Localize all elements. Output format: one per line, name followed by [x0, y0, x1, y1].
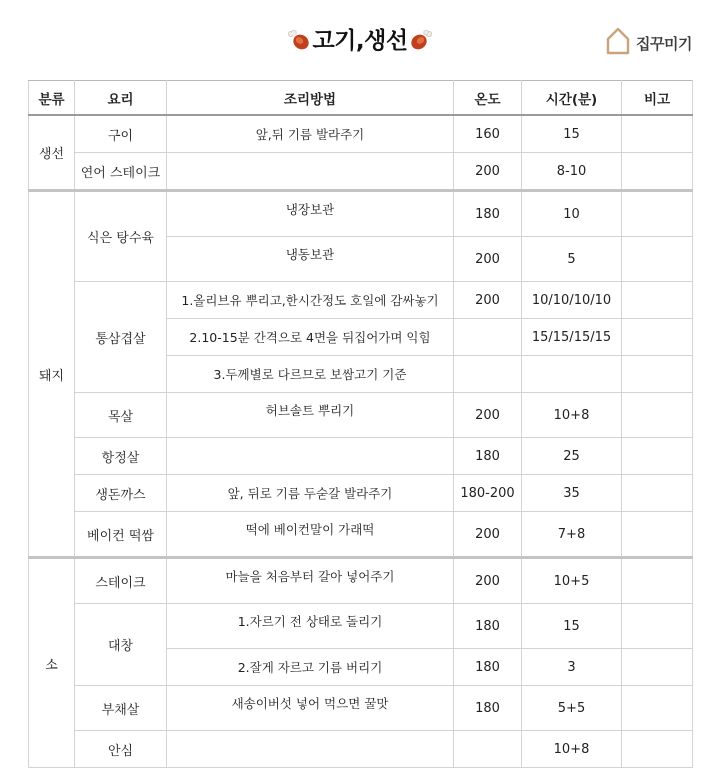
- meat-on-bone-icon: [286, 29, 310, 57]
- table-row: [29, 512, 693, 558]
- house-icon: [605, 26, 631, 60]
- temp-cell: 200: [454, 282, 522, 319]
- note-cell: [622, 153, 693, 191]
- note-cell: [622, 558, 693, 604]
- time-cell: [522, 356, 622, 393]
- dish-cell: 부채살: [75, 686, 167, 731]
- temp-cell: 200: [454, 393, 522, 438]
- time-cell: 25: [522, 438, 622, 475]
- time-cell: 10+8: [522, 731, 622, 768]
- note-cell: [622, 237, 693, 282]
- method-cell: 떡에 베이컨말이 가래떡: [167, 512, 454, 558]
- temp-cell: 180-200: [454, 475, 522, 512]
- note-cell: [622, 282, 693, 319]
- header-method: 조리방법: [167, 81, 454, 116]
- table-row: [29, 604, 693, 649]
- method-cell: 3.두께별로 다르므로 보쌈고기 기준: [167, 356, 454, 393]
- temp-cell: 180: [454, 686, 522, 731]
- category-cell: 생선: [29, 115, 75, 191]
- dish-cell: 안심: [75, 731, 167, 768]
- note-cell: [622, 319, 693, 356]
- time-cell: 3: [522, 649, 622, 686]
- method-cell: 마늘을 처음부터 갈아 넣어주기: [167, 558, 454, 604]
- table-row: [29, 153, 693, 191]
- table-row: [29, 686, 693, 731]
- table-row: [29, 731, 693, 768]
- time-cell: 5: [522, 237, 622, 282]
- dish-cell: 대창: [75, 604, 167, 686]
- time-cell: 15: [522, 604, 622, 649]
- table-row: [29, 191, 693, 237]
- header-dish: 요리: [75, 81, 167, 116]
- temp-cell: [454, 319, 522, 356]
- method-cell: [167, 438, 454, 475]
- note-cell: [622, 649, 693, 686]
- note-cell: [622, 686, 693, 731]
- header-temp: 온도: [454, 81, 522, 116]
- table-row: [29, 438, 693, 475]
- note-cell: [622, 393, 693, 438]
- note-cell: [622, 731, 693, 768]
- header-note: 비고: [622, 81, 693, 116]
- temp-cell: 180: [454, 649, 522, 686]
- time-cell: 8-10: [522, 153, 622, 191]
- dish-cell: 목살: [75, 393, 167, 438]
- category-cell: 돼지: [29, 191, 75, 558]
- method-cell: 앞, 뒤로 기름 두숟갈 발라주기: [167, 475, 454, 512]
- dish-cell: 생돈까스: [75, 475, 167, 512]
- table-row: [29, 393, 693, 438]
- temp-cell: 200: [454, 237, 522, 282]
- dish-cell: 스테이크: [75, 558, 167, 604]
- method-cell: 1.올리브유 뿌리고,한시간정도 호일에 감싸놓기: [167, 282, 454, 319]
- time-cell: 5+5: [522, 686, 622, 731]
- temp-cell: [454, 731, 522, 768]
- temp-cell: 180: [454, 604, 522, 649]
- time-cell: 15: [522, 115, 622, 153]
- temp-cell: 200: [454, 558, 522, 604]
- method-cell: 냉동보관: [167, 237, 454, 282]
- dish-cell: 구이: [75, 115, 167, 153]
- header-category: 분류: [29, 81, 75, 116]
- method-cell: [167, 153, 454, 191]
- time-cell: 15/15/15/15: [522, 319, 622, 356]
- title-text: 고기,생선: [312, 28, 408, 54]
- logo-text: 집꾸미기: [636, 34, 692, 53]
- meat-on-bone-icon: [410, 29, 434, 57]
- note-cell: [622, 191, 693, 237]
- dish-cell: 베이컨 떡쌈: [75, 512, 167, 558]
- dish-cell: 연어 스테이크: [75, 153, 167, 191]
- table-row: [29, 282, 693, 319]
- note-cell: [622, 438, 693, 475]
- category-cell: 소: [29, 558, 75, 768]
- method-cell: 냉장보관: [167, 191, 454, 237]
- time-cell: 10+8: [522, 393, 622, 438]
- note-cell: [622, 512, 693, 558]
- time-cell: 7+8: [522, 512, 622, 558]
- table-row: [29, 558, 693, 604]
- table-row: [29, 475, 693, 512]
- note-cell: [622, 604, 693, 649]
- method-cell: 2.10-15분 간격으로 4면을 뒤집어가며 익힘: [167, 319, 454, 356]
- method-cell: 앞,뒤 기름 발라주기: [167, 115, 454, 153]
- dish-cell: 항정살: [75, 438, 167, 475]
- time-cell: 10: [522, 191, 622, 237]
- temp-cell: 180: [454, 191, 522, 237]
- temp-cell: 160: [454, 115, 522, 153]
- dish-cell: 식은 탕수육: [75, 191, 167, 282]
- time-cell: 10/10/10/10: [522, 282, 622, 319]
- temp-cell: 180: [454, 438, 522, 475]
- method-cell: 새송이버섯 넣어 먹으면 꿀맛: [167, 686, 454, 731]
- brand-logo: [605, 26, 692, 60]
- method-cell: 2.잘게 자르고 기름 버리기: [167, 649, 454, 686]
- note-cell: [622, 115, 693, 153]
- header-row: [29, 81, 693, 116]
- temp-cell: [454, 356, 522, 393]
- table-row: [29, 115, 693, 153]
- temp-cell: 200: [454, 153, 522, 191]
- temp-cell: 200: [454, 512, 522, 558]
- note-cell: [622, 356, 693, 393]
- dish-cell: 통삼겹살: [75, 282, 167, 393]
- method-cell: [167, 731, 454, 768]
- cooking-table: [28, 80, 693, 768]
- header-time: 시간(분): [522, 81, 622, 116]
- method-cell: 허브솔트 뿌리기: [167, 393, 454, 438]
- note-cell: [622, 475, 693, 512]
- time-cell: 10+5: [522, 558, 622, 604]
- time-cell: 35: [522, 475, 622, 512]
- method-cell: 1.자르기 전 상태로 돌리기: [167, 604, 454, 649]
